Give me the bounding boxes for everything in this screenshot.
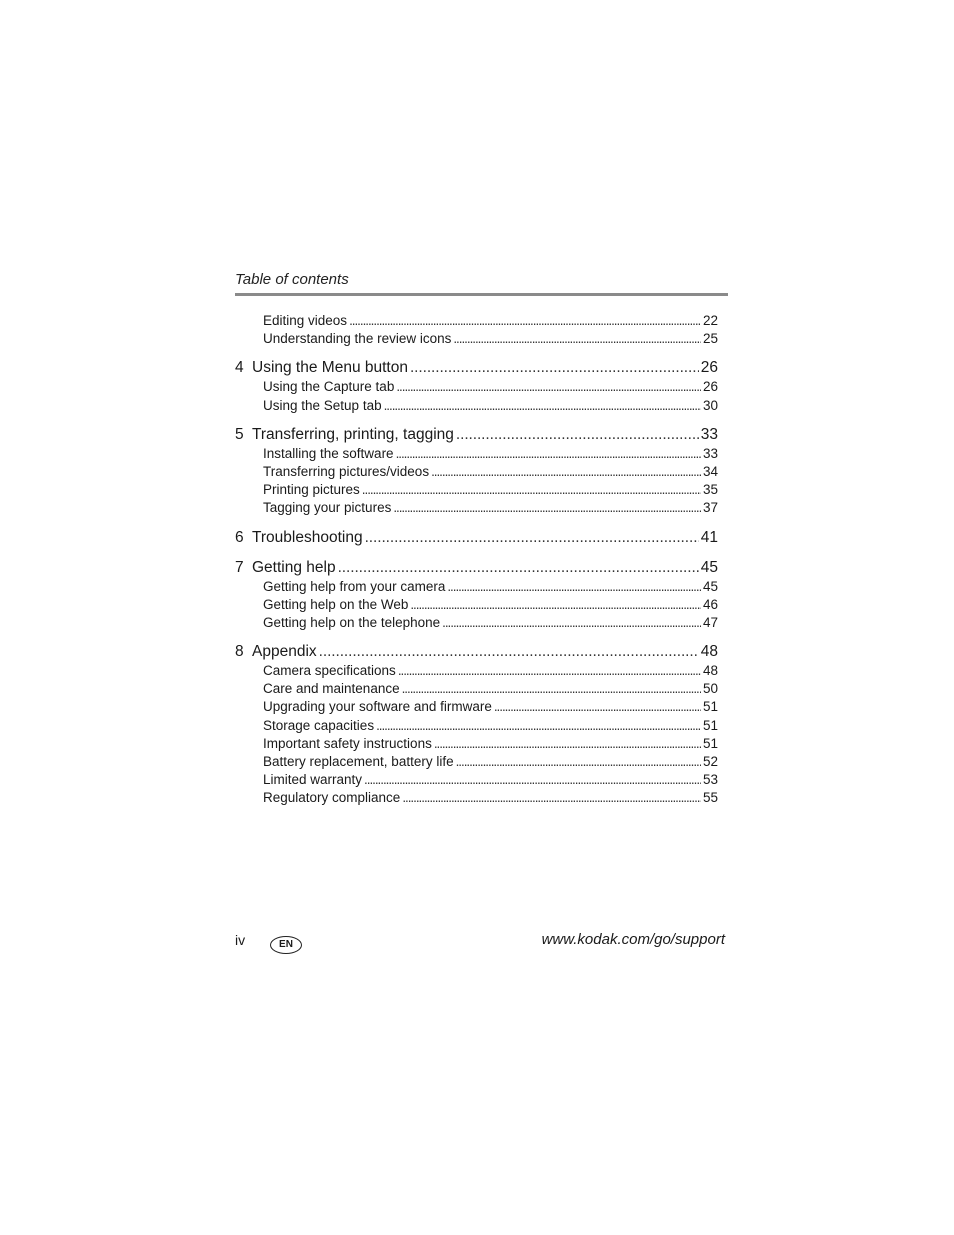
toc-leader-dots	[364, 771, 701, 789]
toc-entry-page: 47	[702, 614, 718, 630]
toc-entry-label: Tagging your pictures	[263, 500, 392, 516]
toc-leader-dots	[494, 698, 701, 716]
toc-entry-label: Getting help from your camera	[263, 578, 446, 594]
toc-entry[interactable]	[235, 735, 718, 753]
toc-entry-label: Transferring pictures/videos	[263, 463, 430, 479]
toc-leader-dots	[410, 596, 701, 614]
toc-entry-page: 26	[702, 379, 718, 395]
toc-chapter-title-text: Getting help	[252, 558, 336, 576]
toc-entry-label: Using the Setup tab	[263, 397, 382, 413]
toc-entry[interactable]	[235, 596, 718, 614]
toc-entry[interactable]	[235, 499, 718, 517]
toc-entry-label: Battery replacement, battery life	[263, 754, 454, 769]
toc-entry-label: Printing pictures	[263, 482, 360, 498]
toc-entry-page: 34	[702, 463, 718, 479]
toc-entry-label: Understanding the review icons	[263, 331, 452, 347]
toc-chapter-title	[235, 358, 408, 378]
toc-chapter-7[interactable]	[235, 558, 718, 578]
footer-page-number: iv	[235, 932, 246, 948]
toc-leader-dots	[319, 642, 699, 662]
toc-chapter-title	[235, 528, 363, 548]
toc-entry-page: 45	[702, 578, 718, 594]
toc-leader-dots	[456, 753, 701, 771]
toc-entry-page: 30	[702, 397, 718, 413]
toc-entry-label: Installing the software	[263, 445, 394, 461]
toc-entry-page: 53	[702, 772, 718, 788]
toc-entry-label: Regulatory compliance	[263, 790, 401, 806]
toc-leader-dots	[431, 463, 701, 481]
footer-support-link[interactable]: www.kodak.com/go/support	[541, 931, 725, 948]
toc-entry[interactable]	[235, 578, 718, 596]
toc-leader-dots	[453, 330, 701, 348]
toc-leader-dots	[362, 481, 701, 499]
toc-leader-dots	[376, 717, 701, 735]
toc-chapter-title-text: Appendix	[252, 643, 317, 661]
toc-leader-dots	[398, 662, 701, 680]
toc-leader-dots	[338, 558, 699, 578]
toc-leader-dots	[384, 397, 701, 415]
toc-chapter-title	[235, 558, 336, 578]
toc-chapter-number: 6	[235, 528, 244, 546]
toc-entry-page: 33	[702, 445, 718, 461]
toc-entry[interactable]	[235, 445, 718, 463]
toc-entry[interactable]	[235, 698, 718, 716]
toc-entry-label: Important safety instructions	[263, 735, 432, 751]
toc-leader-dots	[402, 789, 701, 807]
toc-entry[interactable]	[235, 397, 718, 415]
toc-entry-label: Care and maintenance	[263, 681, 400, 697]
toc-entry-page: 48	[702, 663, 718, 679]
toc-leader-dots	[447, 578, 701, 596]
toc-entry-label: Storage capacities	[263, 717, 375, 733]
toc-entry-page: 51	[702, 717, 718, 733]
toc-entry[interactable]	[235, 378, 718, 396]
toc-entry[interactable]	[235, 330, 718, 348]
toc-chapter-title-text: Using the Menu button	[252, 359, 408, 377]
toc-chapter-number: 8	[235, 643, 244, 661]
toc-leader-dots	[393, 499, 701, 517]
toc-entry[interactable]	[235, 614, 718, 632]
toc-leader-dots	[396, 445, 701, 463]
toc-leader-dots	[410, 358, 699, 378]
toc-entry-page: 52	[702, 754, 718, 769]
toc-chapter-title-text: Troubleshooting	[252, 528, 363, 546]
toc-entry-label: Getting help on the telephone	[263, 614, 441, 630]
toc-entry[interactable]	[235, 753, 718, 771]
toc-chapter-number: 4	[235, 359, 244, 377]
toc-chapter-page: 41	[700, 528, 718, 546]
toc-entry[interactable]	[235, 481, 718, 499]
toc-chapter-6[interactable]	[235, 528, 718, 548]
table-of-contents	[235, 312, 718, 808]
toc-entry[interactable]	[235, 680, 718, 698]
toc-chapter-title	[235, 425, 454, 445]
toc-entry-page: 37	[702, 500, 718, 516]
language-badge-icon: EN	[270, 936, 302, 954]
toc-entry[interactable]	[235, 771, 718, 789]
page-header-title: Table of contents	[235, 271, 349, 288]
toc-entry[interactable]	[235, 662, 718, 680]
toc-entry-page: 55	[702, 790, 718, 806]
toc-entry-label: Getting help on the Web	[263, 596, 409, 612]
toc-entry-page: 25	[702, 331, 718, 347]
toc-chapter-page: 26	[700, 359, 718, 377]
toc-entry-label: Limited warranty	[263, 772, 363, 788]
toc-entry-label: Editing videos	[263, 313, 348, 328]
toc-leader-dots	[396, 378, 701, 396]
toc-leader-dots	[365, 528, 699, 548]
toc-entry-page: 50	[702, 681, 718, 697]
toc-chapter-title-text: Transferring, printing, tagging	[252, 425, 454, 443]
toc-entry[interactable]	[235, 717, 718, 735]
toc-chapter-5[interactable]	[235, 425, 718, 445]
toc-chapter-number: 7	[235, 558, 244, 576]
toc-chapter-8[interactable]	[235, 642, 718, 662]
toc-entry[interactable]	[235, 463, 718, 481]
toc-entry-page: 51	[702, 735, 718, 751]
toc-entry-page: 22	[702, 313, 718, 328]
toc-leader-dots	[434, 735, 701, 753]
toc-leader-dots	[456, 425, 699, 445]
toc-entry-page: 51	[702, 699, 718, 715]
toc-entry-label: Using the Capture tab	[263, 379, 395, 395]
toc-entry[interactable]	[235, 789, 718, 807]
toc-leader-dots	[442, 614, 701, 632]
toc-chapter-number: 5	[235, 425, 244, 443]
header-divider	[235, 293, 728, 296]
toc-entry-label: Upgrading your software and firmware	[263, 699, 492, 715]
toc-entry-page: 46	[702, 596, 718, 612]
toc-leader-dots	[349, 312, 701, 330]
toc-chapter-4[interactable]	[235, 358, 718, 378]
toc-entry[interactable]	[235, 312, 718, 330]
toc-chapter-page: 45	[700, 558, 718, 576]
toc-chapter-page: 33	[700, 425, 718, 443]
toc-chapter-title	[235, 642, 317, 662]
toc-chapter-page: 48	[700, 643, 718, 661]
toc-leader-dots	[402, 680, 701, 698]
toc-entry-label: Camera specifications	[263, 663, 396, 679]
toc-entry-page: 35	[702, 482, 718, 498]
